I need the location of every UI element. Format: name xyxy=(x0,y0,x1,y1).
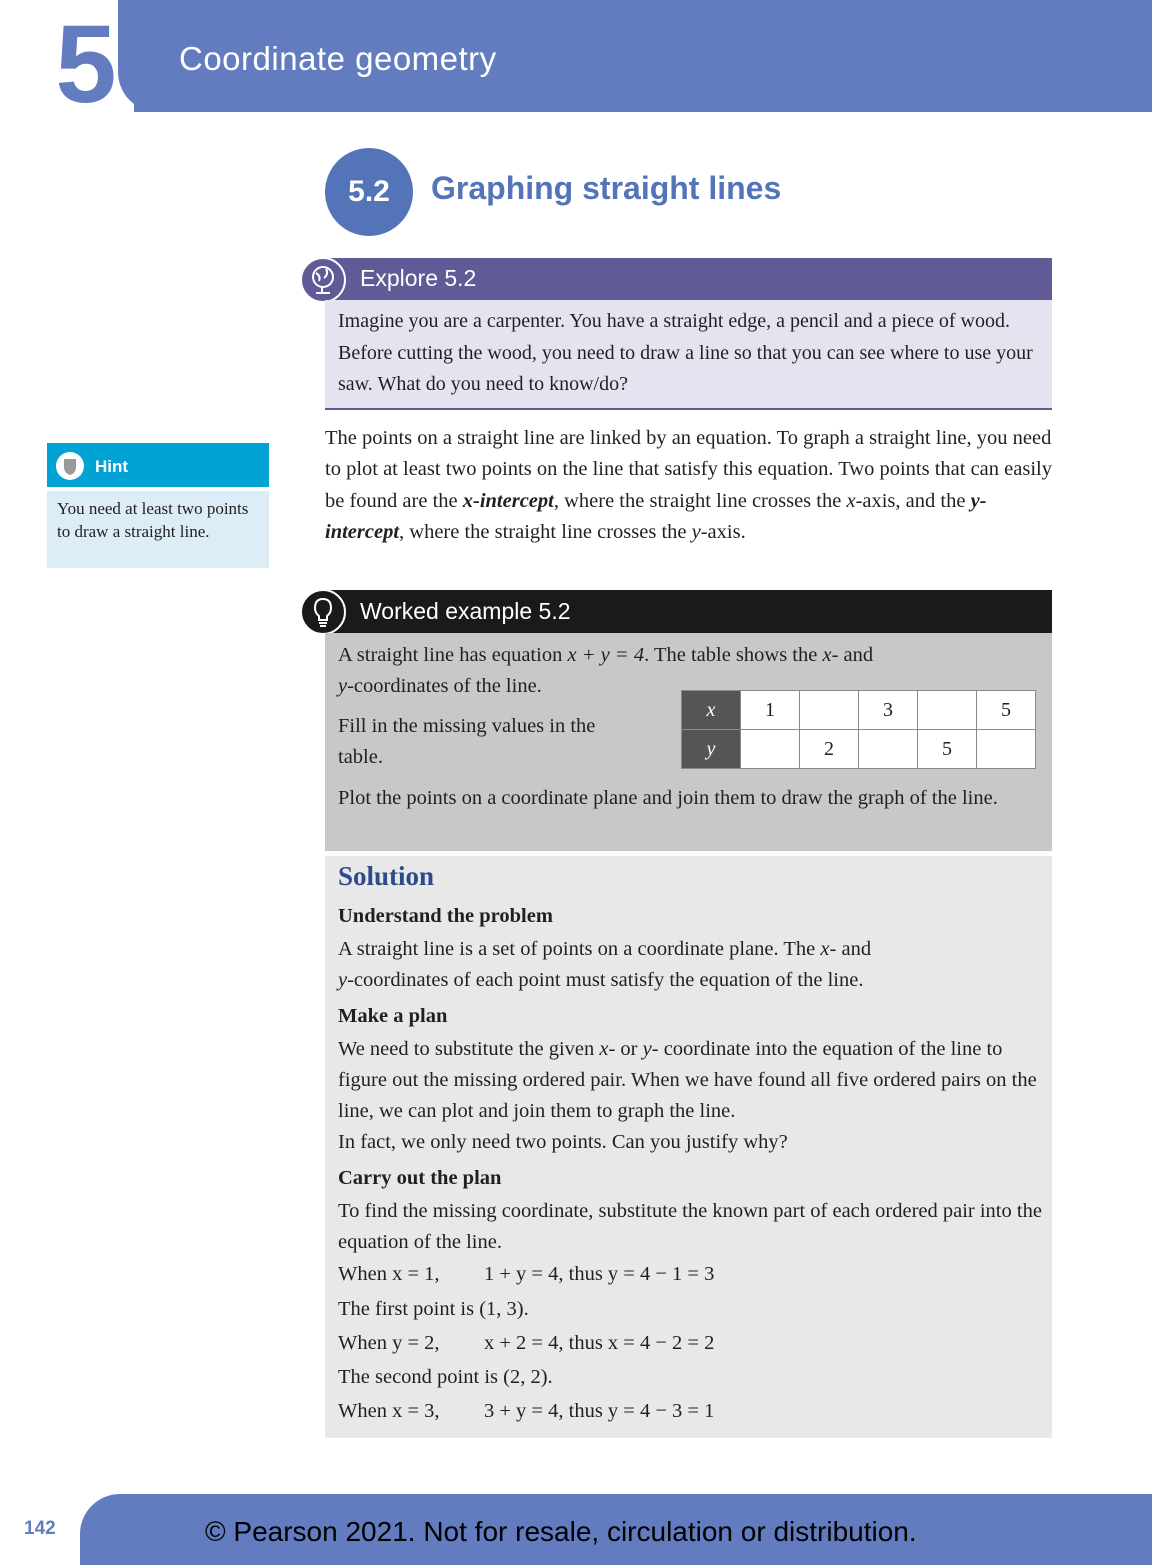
intro-text: , where the straight line crosses the xyxy=(553,489,847,512)
x-variable: x xyxy=(822,644,832,666)
globe-icon xyxy=(300,257,346,303)
y-variable: y xyxy=(691,520,701,543)
equation: x + y = 4 xyxy=(567,644,645,666)
question-line-2: Fill in the missing values in the table. xyxy=(338,715,596,768)
table-cell xyxy=(800,691,859,730)
copyright-notice: © Pearson 2021. Not for resale, circulation or distribution. xyxy=(205,1516,917,1547)
solution-text: - coordinate into the equation of the line to figure out the missing ordered pair. When we have found all five ordered pairs on the line, we can plot and join them to graph the line. xyxy=(338,1038,1037,1122)
shield-icon xyxy=(56,452,84,480)
step-1 xyxy=(338,1263,715,1286)
table-cell: 5 xyxy=(977,691,1036,730)
explore-title: Explore 5.2 xyxy=(360,265,477,291)
x-variable: x xyxy=(820,938,830,960)
step-1-point: The first point is (1, 3). xyxy=(338,1298,529,1320)
table-row-x xyxy=(682,691,1036,730)
step-working: x + 2 = 4, thus x = 4 − 2 = 2 xyxy=(484,1332,715,1354)
lightbulb-icon xyxy=(300,589,346,635)
worked-example-title: Worked example 5.2 xyxy=(360,598,571,624)
table-row-y xyxy=(682,730,1036,769)
question-text: A straight line has equation xyxy=(338,644,568,666)
y-variable: y xyxy=(642,1038,652,1060)
chapter-number: 5 xyxy=(55,3,117,126)
x-variable: x xyxy=(599,1038,609,1060)
step-condition: When x = 1, xyxy=(338,1263,440,1285)
chapter-title: Coordinate geometry xyxy=(179,40,497,77)
step-working: 3 + y = 4, thus y = 4 − 3 = 1 xyxy=(484,1400,715,1422)
table-header-x: x xyxy=(682,691,741,730)
solution-title: Solution xyxy=(338,861,435,891)
explore-text: Imagine you are a carpenter. You have a straight edge, a pencil and a piece of wood. Before cutting the wood, you need to draw a line so that you can see where to use your saw. What do you need to know/do? xyxy=(338,310,1033,395)
plan-text xyxy=(338,1034,1043,1158)
intro-text: , where the straight line crosses the xyxy=(399,520,692,543)
table-cell: 5 xyxy=(918,730,977,769)
understand-heading: Understand the problem xyxy=(338,905,553,927)
intro-paragraph xyxy=(325,423,1055,548)
question-text: - and xyxy=(831,644,874,666)
intro-text: -axis. xyxy=(700,520,746,543)
step-condition: When y = 2, xyxy=(338,1332,440,1354)
section-number-badge: 5.2 xyxy=(325,148,413,236)
solution-text: - and xyxy=(829,938,872,960)
question-line-3: Plot the points on a coordinate plane and join them to draw the graph of the line. xyxy=(338,787,998,809)
question-text: . The table shows the xyxy=(644,644,823,666)
table-cell xyxy=(859,730,918,769)
solution-text: - or xyxy=(608,1038,643,1060)
solution-text: We need to substitute the given xyxy=(338,1038,600,1060)
solution-text: A straight line is a set of points on a coordinate plane. The xyxy=(338,938,821,960)
x-intercept-term: x-intercept xyxy=(462,489,554,512)
table-header-y: y xyxy=(682,730,741,769)
hint-text: You need at least two points to draw a straight line. xyxy=(57,499,249,541)
carry-heading: Carry out the plan xyxy=(338,1167,502,1189)
table-cell xyxy=(918,691,977,730)
plan-heading: Make a plan xyxy=(338,1005,448,1027)
solution-text: In fact, we only need two points. Can you justify why? xyxy=(338,1131,788,1153)
step-2-point: The second point is (2, 2). xyxy=(338,1366,553,1388)
solution-text: -coordinates of each point must satisfy the equation of the line. xyxy=(347,969,864,991)
coordinate-table xyxy=(681,690,1036,769)
x-variable: x xyxy=(846,489,856,512)
table-cell xyxy=(977,730,1036,769)
table-cell: 2 xyxy=(800,730,859,769)
y-intercept-term: y-intercept xyxy=(325,489,987,543)
question-text: -coordinates of the line. xyxy=(347,675,542,697)
intro-text: -axis, and the xyxy=(855,489,971,512)
hint-title: Hint xyxy=(95,457,129,476)
step-working: 1 + y = 4, thus y = 4 − 1 = 3 xyxy=(484,1263,715,1285)
section-title: Graphing straight lines xyxy=(431,170,782,206)
y-variable: y xyxy=(338,675,348,697)
y-variable: y xyxy=(338,969,348,991)
table-cell: 3 xyxy=(859,691,918,730)
carry-text: To find the missing coordinate, substitute the known part of each ordered pair into the equation of the line. xyxy=(338,1200,1042,1253)
understand-text xyxy=(338,934,1043,996)
step-2 xyxy=(338,1332,715,1355)
table-cell: 1 xyxy=(741,691,800,730)
page-number: 142 xyxy=(24,1518,56,1539)
step-3 xyxy=(338,1400,715,1423)
table-cell xyxy=(741,730,800,769)
intro-text: The points on a straight line are linked by an equation. To graph a straight line, you need to plot at least two points on the line that satisfy this equation. Two points that can easily be found are the xyxy=(325,427,1052,512)
step-condition: When x = 3, xyxy=(338,1400,440,1422)
